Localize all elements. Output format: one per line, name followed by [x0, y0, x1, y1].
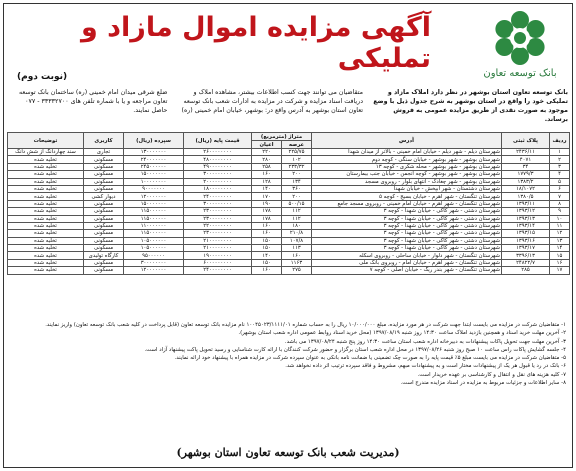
cell-base-price: ۲۳۰۰۰۰۰۰۰۰	[184, 215, 252, 222]
table-body	[8, 149, 570, 275]
col-base-price: قیمت پایه (ریال)	[184, 133, 252, 149]
cell-usage: مسکونی	[84, 156, 124, 163]
cell-area-build: ۱۴۰	[252, 185, 282, 192]
notes-section	[8, 322, 566, 388]
cell-plaque: ۱۳۹۳/۱۲	[502, 208, 550, 215]
cell-area-build: ۲۲۰	[252, 149, 282, 156]
cell-deposit: ۲۴۰۰۰۰۰۰۰	[124, 156, 184, 163]
cell-base-price: ۳۰۰۰۰۰۰۰۰۰	[184, 200, 252, 207]
cell-deposit: ۱۵۰۰۰۰۰۰۰	[124, 171, 184, 178]
intro-column-2: متقاضیان می توانند جهت کسب اطلاعات بیشتر، مشاهده املاک و دریافت اسناد مزایده و شرکت در مزایده به ادارات شعب بانک توسعه تعاون استان بوشهر به آدرس واقع در: بوشهر، خیابان امام خمینی (ره)	[181, 89, 364, 115]
cell-address: شهرستان تنگستان - شهر اهرم - خیابان بسیج - کوچه ۵	[312, 193, 502, 200]
table-row	[8, 185, 570, 192]
cell-address: شهرستان بوشهر - شهر بوشهر - محله شکری - کوچه ۱۳	[312, 163, 502, 170]
col-address: آدرس	[312, 133, 502, 149]
cell-address: شهرستان دشتی - شهر کاکی - خیابان شهدا - کوچه ۳	[312, 222, 502, 229]
cell-area-build: ۱۹۰	[252, 200, 282, 207]
logo-text: بانک توسعه تعاون	[483, 68, 557, 79]
cell-area-build: ۱۵۰	[252, 237, 282, 244]
col-area-group: متراژ (مترمربع)	[252, 133, 312, 141]
cell-row: ۱۳	[550, 237, 570, 244]
cell-plaque: ۲۸۵	[502, 267, 550, 274]
note-item: ۶- بانک در رد یا قبول هر یک از پیشنهادات مختار است و به پیشنهادات مبهم، مشروط و فاقد سپرده ترتیب اثر داده نخواهد شد.	[285, 363, 566, 370]
cell-description: تخلیه شده	[8, 200, 84, 207]
cell-area-land: ۲۲۵/۷۵	[282, 149, 312, 156]
cell-base-price: ۳۰۰۰۰۰۰۰۰۰	[184, 171, 252, 178]
cell-plaque: ۲۴۳۶/۱۱	[502, 149, 550, 156]
cell-plaque: ۱۳۹۳/۱۳	[502, 215, 550, 222]
cell-deposit: ۱۲۰۰۰۰۰۰۰	[124, 193, 184, 200]
cell-description: تخلیه شده	[8, 252, 84, 259]
cell-usage: کارگاه تولیدی	[84, 252, 124, 259]
cell-row: ۱۶	[550, 259, 570, 266]
cell-row: ۱۵	[550, 252, 570, 259]
cell-address: شهرستان تنگستان - شهر دلوار - خیابان ساحلی - روبروی اسکله	[312, 252, 502, 259]
table-row	[8, 259, 570, 266]
cell-usage: دیوار کشی	[84, 193, 124, 200]
cell-deposit: ۱۰۰۰۰۰۰۰۰	[124, 178, 184, 185]
col-description: توضیحات	[8, 133, 84, 149]
cell-row: ۹	[550, 208, 570, 215]
cell-description: تخلیه شده	[8, 171, 84, 178]
cell-row: ۱۷	[550, 267, 570, 274]
cell-usage: تجاری	[84, 149, 124, 156]
cell-area-land: ۱۰۲	[282, 156, 312, 163]
cell-usage: مسکونی	[84, 178, 124, 185]
note-item: ۱- متقاضیان شرکت در مزایده می بایست ابتدا جهت شرکت در هر مورد مزایده، مبلغ ۱۰/۰۰۰/۰۰۰ ریال را به حساب شماره ۱۰۰۴۵۰۲۳/۱۱۱۱/۰۱ نام مزایده بانک توسعه تعاون (قابل پرداخت در کلیه شعب بانک توسعه تعاون) واریز نمایند.	[45, 322, 566, 328]
cell-address: شهرستان تنگستان - شهر اهرم - خیابان امام خمینی - روبروی مسجد جامع	[312, 200, 502, 207]
cell-base-price: ۲۴۰۰۰۰۰۰۰۰	[184, 193, 252, 200]
cell-area-build: ۱۲۸	[252, 178, 282, 185]
col-area-build: اعیان	[252, 141, 282, 149]
note-item: ۷- کلیه هزینه های نقل و انتقال و کارشناسی بر عهده خریدار است.	[417, 371, 566, 378]
table-row	[8, 267, 570, 274]
cell-base-price: ۲۱۰۰۰۰۰۰۰۰	[184, 245, 252, 252]
cell-plaque: ۱۳۹۳/۱۵	[502, 230, 550, 237]
cell-usage: مسکونی	[84, 185, 124, 192]
col-row: ردیف	[550, 133, 570, 149]
cell-row: ۶	[550, 185, 570, 192]
cell-usage: مسکونی	[84, 259, 124, 266]
cell-address: شهرستان بوشهر - شهر چغادک - انتهای بلوار - روبروی مسجد	[312, 178, 502, 185]
auction-table	[7, 132, 570, 275]
table-row	[8, 193, 570, 200]
cell-description: تخلیه شده	[8, 185, 84, 192]
cell-area-land: ۱۱۲	[282, 208, 312, 215]
cell-area-build: ۱۵۰	[252, 259, 282, 266]
cell-deposit: ۳۰۰۰۰۰۰۰۰	[124, 259, 184, 266]
cell-base-price: ۱۹۰۰۰۰۰۰۰۰	[184, 252, 252, 259]
cell-address: شهرستان دشتی - شهر کاکی - خیابان شهدا - کوچه ۳	[312, 208, 502, 215]
cell-area-land: ۱۱۳	[282, 245, 312, 252]
cell-area-build: ۱۶۰	[252, 171, 282, 178]
cell-address: شهرستان بوشهر - شهر بوشهر - کوچه انجمن - خیابان جنب بیمارستان	[312, 171, 502, 178]
col-plaque: پلاک ثبتی	[502, 133, 550, 149]
cell-plaque: ۱۳۹۳/۱۴	[502, 222, 550, 229]
cell-description: تخلیه شده	[8, 237, 84, 244]
cell-usage: مسکونی	[84, 267, 124, 274]
cell-address: شهرستان تنگستان - شهر اهرم - خیابان امام - روبروی بانک ملی	[312, 259, 502, 266]
cell-address: شهرستان دیلم - شهر دیلم - خیابان امام خمینی - بالاتر از میدان شهدا	[312, 149, 502, 156]
cell-plaque: ۱۳۹۳/۱۷	[502, 245, 550, 252]
cell-area-build: ۱۶۰	[252, 230, 282, 237]
cell-deposit: ۱۱۰۰۰۰۰۰۰	[124, 222, 184, 229]
cell-plaque: ۲۴۸۲۲/۷	[502, 259, 550, 266]
cell-row: ۵	[550, 178, 570, 185]
cell-description: سند چهاردانگ از شش دانگ	[8, 149, 84, 156]
intro-column-1: بانک توسعه تعاون استان بوشهر در نظر دارد املاک مازاد و تملیکی خود را واقع در استان بوشهر به شرح جدول ذیل با وضع موجود به صورت نقدی از طریق مزایده عمومی به فروش برساند.	[373, 89, 568, 124]
cell-row: ۱۲	[550, 230, 570, 237]
cell-plaque: ۱۳۸۰/۵	[502, 193, 550, 200]
table-row	[8, 222, 570, 229]
cell-row: ۱	[550, 149, 570, 156]
cell-area-build: ۲۵۸	[252, 163, 282, 170]
cell-usage: مسکونی	[84, 163, 124, 170]
cell-base-price: ۱۸۰۰۰۰۰۰۰۰	[184, 185, 252, 192]
table-row	[8, 237, 570, 244]
cell-usage: مسکونی	[84, 237, 124, 244]
header	[5, 4, 571, 94]
cell-deposit: ۱۱۵۰۰۰۰۰۰	[124, 215, 184, 222]
cell-usage: مسکونی	[84, 171, 124, 178]
cell-area-land: ۱۸۰	[282, 222, 312, 229]
cell-usage: مسکونی	[84, 245, 124, 252]
cell-base-price: ۴۸۰۰۰۰۰۰۰۰	[184, 156, 252, 163]
cell-address: شهرستان دشتی - شهر کاکی - خیابان شهدا - کوچه ۳	[312, 245, 502, 252]
note-item: ۵- متقاضیان شرکت در مزایده می بایست مبلغ ۵٪ قیمت پایه را به صورت چک تضمینی یا ضمانت نامه بانکی به عنوان سپرده شرکت در مزایده همراه با پیشنهاد خود ارائه نمایند.	[174, 355, 566, 362]
cell-plaque: ۳۳۹۶/۱۳	[502, 252, 550, 259]
cell-base-price: ۲۳۰۰۰۰۰۰۰۰	[184, 230, 252, 237]
cell-address: شهرستان تنگستان - شهر بندر ریگ - خیابان اصلی - کوچه ۷	[312, 267, 502, 274]
cell-row: ۳	[550, 163, 570, 170]
cell-area-land: ۲۰۰	[282, 171, 312, 178]
cell-usage: مسکونی	[84, 215, 124, 222]
cell-usage: مسکونی	[84, 200, 124, 207]
cell-area-build: ۱۴۰	[252, 252, 282, 259]
cell-deposit: ۱۲۰۰۰۰۰۰۰	[124, 267, 184, 274]
cell-base-price: ۲۱۰۰۰۰۰۰۰۰	[184, 237, 252, 244]
cell-area-land: ۱۱۶۳	[282, 259, 312, 266]
cell-plaque: ۱۳۹۳/۱۶	[502, 237, 550, 244]
bank-logo	[477, 10, 563, 79]
table-row	[8, 252, 570, 259]
cell-deposit: ۱۰۵۰۰۰۰۰۰	[124, 245, 184, 252]
footer-signature: (مدیریت شعب بانک توسعه تعاون استان بوشهر)	[176, 446, 400, 459]
note-item: ۴- جلسه گشایش پاکات راس ساعت ۱۰ صبح روز شنبه ۱۳۹۷/۰۸/۲۶ در محل اداره شعب استان برگزار و حضور شرکت کنندگان با ارائه کارت شناسایی و رسید تحویل پاکت پیشنهاد آزاد است.	[144, 346, 566, 353]
intro-section	[8, 88, 568, 130]
cell-base-price: ۲۴۰۰۰۰۰۰۰۰	[184, 267, 252, 274]
table-row	[8, 163, 570, 170]
table-row	[8, 245, 570, 252]
cell-area-build: ۱۷۸	[252, 208, 282, 215]
cell-plaque: ۱۳۸۳/۲	[502, 178, 550, 185]
cell-description: تخلیه شده	[8, 208, 84, 215]
table-row	[8, 215, 570, 222]
cell-description: تخلیه شده	[8, 163, 84, 170]
cell-address: شهرستان دشتستان - شهر آبپخش - خیابان شهدا	[312, 185, 502, 192]
table-row	[8, 171, 570, 178]
flower-logo-icon	[492, 10, 548, 66]
table-row	[8, 178, 570, 185]
cell-description: تخلیه شده	[8, 245, 84, 252]
cell-address: شهرستان دشتی - شهر کاکی - خیابان شهدا - کوچه ۳	[312, 237, 502, 244]
table-row	[8, 200, 570, 207]
intro-column-3: ضلع شرقی میدان امام خمینی (ره) ساختمان بانک توسعه تعاون مراجعه و یا با شماره تلفن های ۳۳۳۳۲۷۰۰ - ۰۷۷ حاصل نمایند.	[18, 89, 168, 115]
cell-base-price: ۶۰۰۰۰۰۰۰۰۰	[184, 259, 252, 266]
cell-area-land: ۲۷۵	[282, 267, 312, 274]
cell-address: شهرستان بوشهر - شهر بوشهر - خیابان سنگی - کوچه دوم	[312, 156, 502, 163]
cell-deposit: ۱۵۰۰۰۰۰۰۰	[124, 200, 184, 207]
cell-deposit: ۲۴۵۰۰۰۰۰۰	[124, 163, 184, 170]
page-title: آگهی مزایده اموال مازاد و تملیکی	[80, 12, 431, 74]
cell-usage: مسکونی	[84, 208, 124, 215]
cell-description: تخلیه شده	[8, 156, 84, 163]
cell-description: تخلیه شده	[8, 222, 84, 229]
note-item: ۳- آخرین مهلت جهت تحویل پاکات پیشنهادات به دبیرخانه اداره شعب استان ساعت ۱۴:۳۰ روز پنج شنبه ۱۳۹۷/۰۸/۲۴ می باشد.	[284, 338, 566, 345]
cell-base-price: ۲۲۰۰۰۰۰۰۰۰	[184, 222, 252, 229]
cell-area-build: ۱۵۰	[252, 245, 282, 252]
cell-area-build: ۱۶۰	[252, 222, 282, 229]
col-area-land: عرصه	[282, 141, 312, 149]
cell-description: تخلیه شده	[8, 193, 84, 200]
cell-area-land: ۱۶۰	[282, 252, 312, 259]
cell-usage: مسکونی	[84, 230, 124, 237]
cell-address: شهرستان دشتی - شهر کاکی - خیابان شهدا - کوچه ۳	[312, 230, 502, 237]
cell-deposit: ۹۰۰۰۰۰۰۰	[124, 185, 184, 192]
cell-plaque: ۴۰۷۱	[502, 156, 550, 163]
cell-deposit: ۱۰۵۰۰۰۰۰۰	[124, 237, 184, 244]
cell-row: ۱۴	[550, 245, 570, 252]
cell-plaque: ۳۴	[502, 163, 550, 170]
cell-row: ۷	[550, 193, 570, 200]
cell-base-price: ۴۹۰۰۰۰۰۰۰۰	[184, 163, 252, 170]
table-row	[8, 208, 570, 215]
cell-description: تخلیه شده	[8, 215, 84, 222]
cell-area-land: ۲۱۰/۸	[282, 230, 312, 237]
cell-plaque: ۱۷۷۹/۳	[502, 171, 550, 178]
cell-row: ۴	[550, 171, 570, 178]
cell-deposit: ۱۱۵۰۰۰۰۰۰	[124, 230, 184, 237]
cell-plaque: ۱۳۹۳/۱۱	[502, 200, 550, 207]
cell-area-land: ۱۳۴	[282, 178, 312, 185]
round-label: (نوبت دوم)	[17, 72, 68, 82]
cell-area-land: ۱۰۷/۸	[282, 237, 312, 244]
cell-row: ۲	[550, 156, 570, 163]
cell-area-land: ۳۶۰	[282, 185, 312, 192]
cell-area-land: ۲۰۰	[282, 193, 312, 200]
cell-address: شهرستان دشتی - شهر کاکی - خیابان شهدا - کوچه ۳	[312, 215, 502, 222]
cell-base-price: ۲۶۰۰۰۰۰۰۰۰	[184, 149, 252, 156]
table-row	[8, 230, 570, 237]
table-header-row	[8, 133, 570, 141]
cell-base-price: ۲۰۰۰۰۰۰۰۰۰	[184, 178, 252, 185]
table-row	[8, 149, 570, 156]
cell-usage: مسکونی	[84, 222, 124, 229]
col-deposit: سپرده (ریال)	[124, 133, 184, 149]
cell-area-build: ۱۶۰	[252, 267, 282, 274]
cell-base-price: ۲۳۰۰۰۰۰۰۰۰	[184, 208, 252, 215]
cell-deposit: ۱۳۰۰۰۰۰۰۰	[124, 149, 184, 156]
table-row	[8, 156, 570, 163]
cell-deposit: ۱۱۵۰۰۰۰۰۰	[124, 208, 184, 215]
cell-area-build: ۱۷۰	[252, 193, 282, 200]
cell-description: تخلیه شده	[8, 267, 84, 274]
note-item: ۲- آخرین مهلت خرید اسناد و همچنین بازدید املاک ساعت ۱۴:۳۰ روز شنبه ۱۳۹۷/۰۸/۱۹ (محل خرید اسناد روابط عمومی اداره شعب استان بوشهر).	[238, 330, 566, 337]
cell-deposit: ۹۵۰۰۰۰۰۰	[124, 252, 184, 259]
cell-area-land: ۱۱۲	[282, 215, 312, 222]
cell-row: ۱۱	[550, 222, 570, 229]
cell-plaque: ۱۸/۱۰۷۲	[502, 185, 550, 192]
note-item: ۸- سایر اطلاعات و جزئیات مربوط به مزایده در اسناد مزایده مندرج است.	[400, 379, 566, 386]
cell-area-build: ۱۷۸	[252, 215, 282, 222]
cell-description: تخلیه شده	[8, 259, 84, 266]
col-usage: کاربری	[84, 133, 124, 149]
cell-description: تخلیه شده	[8, 178, 84, 185]
cell-area-land: ۵۰۰/۱۵	[282, 200, 312, 207]
cell-description: تخلیه شده	[8, 230, 84, 237]
cell-area-build: ۲۸۰	[252, 156, 282, 163]
cell-row: ۸	[550, 200, 570, 207]
cell-row: ۱۰	[550, 215, 570, 222]
cell-area-land: ۲۳۳/۳۲	[282, 163, 312, 170]
